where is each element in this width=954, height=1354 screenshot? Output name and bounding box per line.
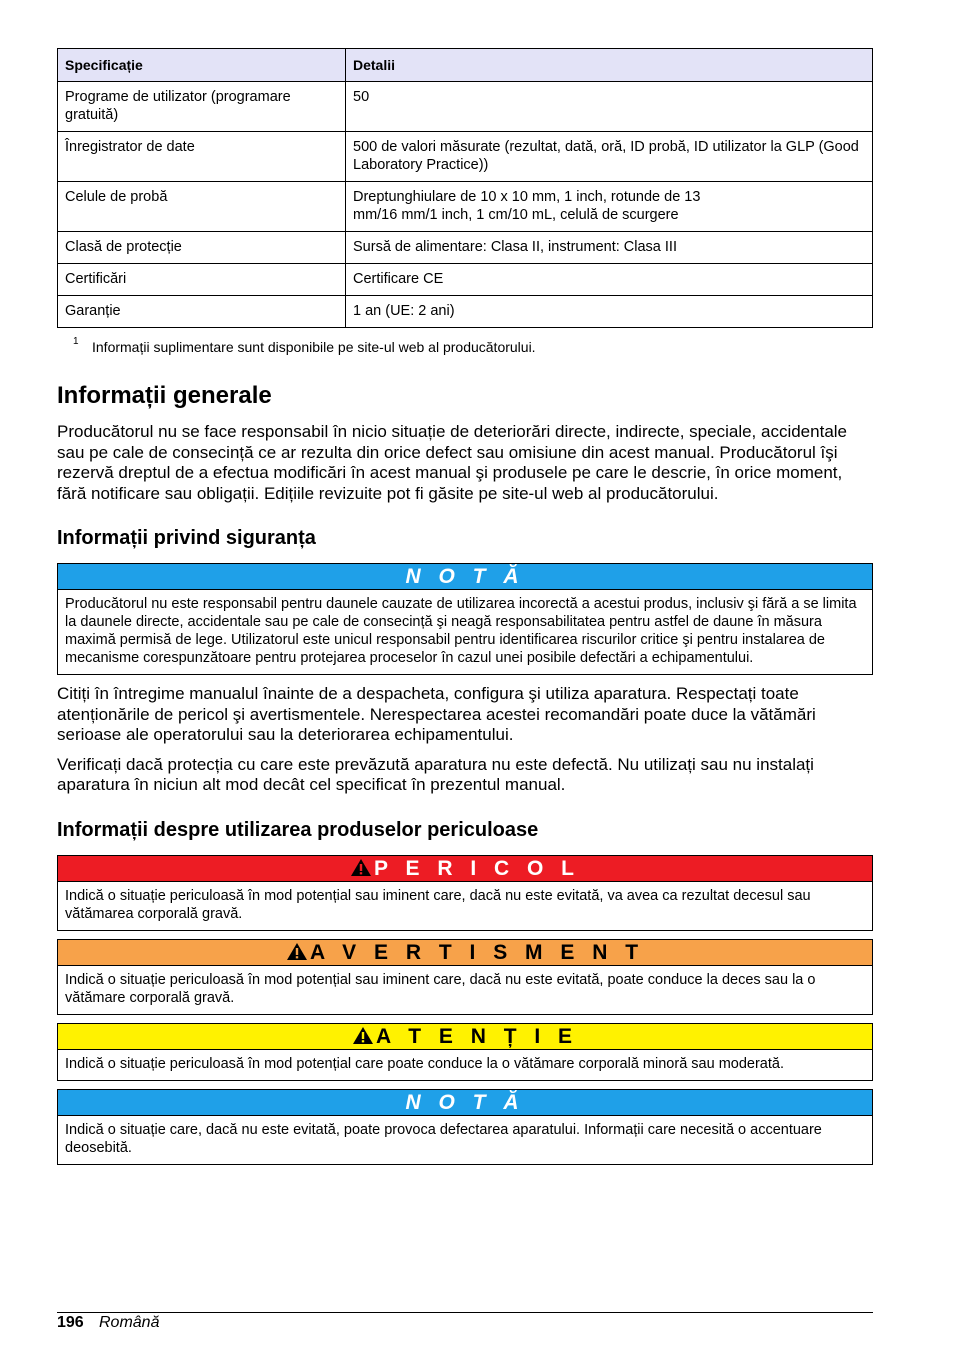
warning-box [57,939,873,1015]
note-label: N O T Ă [58,564,872,590]
table-cell: Programe de utilizator (programare gratuită) [58,82,346,132]
warning-label: A V E R T I S M E N T [309,940,645,964]
table-row [58,132,873,182]
column-header: Detalii [346,49,873,82]
table-header-row [58,49,873,82]
caution-text: Indică o situație periculoasă în mod potențial care poate conduce la o vătămare corporală minoră sau moderată. [65,1055,784,1072]
footnote-mark: 1 [73,336,79,347]
caution-box [57,1023,873,1081]
section-title-hazard: Informații despre utilizarea produselor periculoase [57,818,539,841]
specifications-table [57,48,873,328]
caution-label: A T E N Ț I E [375,1024,579,1048]
table-cell: Celule de probă [58,182,346,232]
table-cell: Certificare CE [346,264,873,296]
warning-text: Indică o situație periculoasă în mod potențial sau iminent care, dacă nu este evitată, poate conduce la deces sau la o vătămare corporală gravă. [65,971,816,1006]
page-number: 196 [57,1314,84,1331]
note-box [57,1089,873,1165]
danger-text: Indică o situație periculoasă în mod potențial sau iminent care, dacă nu este evitată, va avea ca rezultat decesul sau vătămarea corporală gravă. [65,887,811,922]
table-row [58,296,873,328]
table-row [58,264,873,296]
caution-header [58,1024,872,1050]
table-cell: Clasă de protecție [58,232,346,264]
page-footer [57,1312,873,1331]
general-paragraph: Producătorul nu se face responsabil în nicio situație de deteriorări directe, indirecte, speciale, accidentale sau pe cale de consecință ce ar rezulta din orice defect sau omisiune din acest manual. Producătorul îşi rezervă dreptul de a efectua modificări în acest manual şi produsele pe care le descrie, în orice moment, fără notificare sau obligații. Edițiile revizuite pot fi găsite pe site-ul web al producătorului. [57,422,848,503]
note-text: Indică o situație care, dacă nu este evitată, poate provoca defectarea aparatului. Informații care necesită o accentuare deosebită. [65,1121,822,1156]
table-cell: Sursă de alimentare: Clasa II, instrument: Clasa III [346,232,873,264]
table-row [58,232,873,264]
table-cell: 1 an (UE: 2 ani) [346,296,873,328]
note-label: N O T Ă [58,1090,872,1116]
table-row [58,182,873,232]
table-cell: 500 de valori măsurate (rezultat, dată, oră, ID probă, ID utilizator la GLP (Good Laboratory Practice)) [346,132,873,182]
warning-triangle-icon [350,858,372,877]
table-cell: Garanție [58,296,346,328]
footer-language: Română [99,1314,160,1331]
danger-box [57,855,873,931]
table-cell: Certificări [58,264,346,296]
table-row [58,82,873,132]
danger-header [58,856,872,882]
danger-label: P E R I C O L [374,856,580,880]
safety-paragraph-1: Citiți în întregime manualul înainte de a despacheta, configura şi utiliza aparatura. Respectați toate atenționările de pericol şi avertismentele. Nerespectarea acestei recomandări poate duce la vătămări serioase ale operatorului sau la deteriorarea echipamentului. [57,684,816,744]
column-header: Specificație [58,49,346,82]
section-title-general: Informații generale [57,382,272,409]
warning-header [58,940,872,966]
table-cell: 50 [346,82,873,132]
warning-triangle-icon [286,942,308,961]
footnote [57,336,873,356]
note-text: Producătorul nu este responsabil pentru daunele cauzate de utilizarea incorectă a acestui produs, inclusiv şi fără a se limita la daunele directe, accidentale sau pe cale de consecință şi neagă responsabilitatea pentru astfel de daune în măsura maximă permisă de lege. Utilizatorul este unicul responsabil pentru identificarea riscurilor critice şi pentru instalarea de mecanisme corespunzătoare pentru protejarea proceselor în cazul unei posibile defectări a echipamentului. [65,596,857,666]
footnote-text: Informații suplimentare sunt disponibile pe site-ul web al producătorului. [92,339,536,355]
note-box [57,563,873,675]
safety-paragraph-2: Verificați dacă protecția cu care este prevăzută aparatura nu este defectă. Nu utilizați sau nu instalați aparatura în niciun alt mod decât cel specificat în prezentul manual. [57,754,814,794]
page-content [57,48,873,1165]
table-cell: Dreptunghiulare de 10 x 10 mm, 1 inch, rotunde de 13 mm/16 mm/1 inch, 1 cm/10 mL, celulă de scurgere [346,182,873,232]
section-title-safety: Informații privind siguranța [57,527,316,549]
warning-triangle-icon [352,1026,374,1045]
table-cell: Înregistrator de date [58,132,346,182]
